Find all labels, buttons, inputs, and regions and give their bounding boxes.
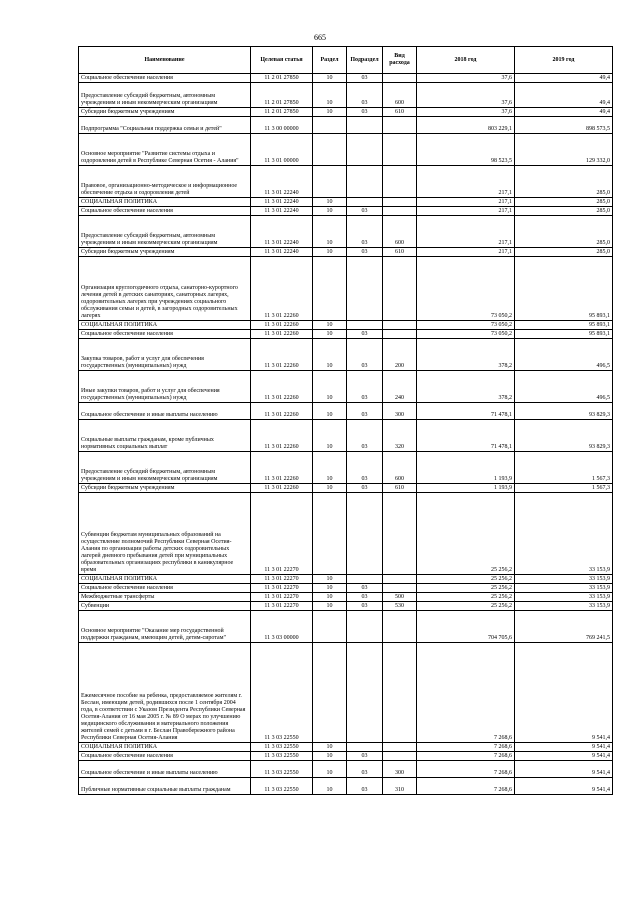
cell-2018: 73 050,2 — [417, 321, 515, 330]
cell-subsection: 03 — [347, 83, 383, 108]
table-row — [79, 584, 613, 593]
cell-section: 10 — [313, 198, 347, 207]
cell-type: 600 — [383, 452, 417, 484]
cell-subsection: 03 — [347, 248, 383, 257]
cell-2019: 33 153,9 — [515, 493, 613, 575]
cell-target: 11 3 01 22240 — [251, 166, 313, 198]
cell-section — [313, 166, 347, 198]
cell-section: 10 — [313, 602, 347, 611]
cell-name: Субсидии бюджетным учреждениям — [79, 248, 251, 257]
header-target: Целевая статья — [251, 47, 313, 74]
cell-subsection — [347, 321, 383, 330]
cell-name: Ежемесячное пособие на ребенка, предоставляемое жителям г. Беслан, имеющим детей, родившихся после 1 сентября 2004 года, в соответствии с Указом Президента Республики Северная Осетия-Алания от 16 мая 2005 г. № 89 О мерах по улучшению медицинского обслуживания и материального положения жителей семей с детьми в г. Беслан Правобережного района Республики Северная Осетия-Алания — [79, 643, 251, 743]
cell-type — [383, 743, 417, 752]
cell-target: 11 3 03 22550 — [251, 743, 313, 752]
cell-target: 11 3 01 22240 — [251, 216, 313, 248]
table-row — [79, 330, 613, 339]
cell-section: 10 — [313, 452, 347, 484]
cell-section — [313, 134, 347, 166]
cell-section: 10 — [313, 420, 347, 452]
cell-target: 11 3 01 22240 — [251, 198, 313, 207]
cell-target: 11 3 01 22270 — [251, 493, 313, 575]
header-type: Вид расхода — [383, 47, 417, 74]
cell-type — [383, 611, 417, 643]
cell-name: СОЦИАЛЬНАЯ ПОЛИТИКА — [79, 743, 251, 752]
cell-target: 11 3 03 22550 — [251, 778, 313, 795]
cell-subsection — [347, 743, 383, 752]
cell-name: Социальные выплаты гражданам, кроме публичных нормативных социальных выплат — [79, 420, 251, 452]
table-row — [79, 593, 613, 602]
cell-subsection — [347, 493, 383, 575]
cell-section: 10 — [313, 74, 347, 83]
cell-section: 10 — [313, 584, 347, 593]
cell-2019: 898 573,5 — [515, 117, 613, 134]
cell-section: 10 — [313, 575, 347, 584]
table-row — [79, 484, 613, 493]
cell-2018: 25 256,2 — [417, 584, 515, 593]
cell-target: 11 3 01 22270 — [251, 602, 313, 611]
table-row — [79, 83, 613, 108]
cell-type — [383, 752, 417, 761]
cell-section: 10 — [313, 108, 347, 117]
cell-section — [313, 117, 347, 134]
cell-name: СОЦИАЛЬНАЯ ПОЛИТИКА — [79, 321, 251, 330]
table-row — [79, 403, 613, 420]
cell-2018: 25 256,2 — [417, 602, 515, 611]
cell-type: 500 — [383, 593, 417, 602]
table-row — [79, 248, 613, 257]
cell-2019: 496,5 — [515, 339, 613, 371]
cell-2018: 73 050,2 — [417, 330, 515, 339]
table-row — [79, 74, 613, 83]
cell-type: 600 — [383, 216, 417, 248]
cell-name: Подпрограмма "Социальная поддержка семьи и детей" — [79, 117, 251, 134]
table-row — [79, 575, 613, 584]
cell-2019: 33 153,9 — [515, 575, 613, 584]
cell-target: 11 2 01 27850 — [251, 108, 313, 117]
table-row — [79, 420, 613, 452]
cell-name: Субсидии бюджетным учреждениям — [79, 108, 251, 117]
cell-section: 10 — [313, 216, 347, 248]
cell-2019: 9 541,4 — [515, 778, 613, 795]
cell-type — [383, 321, 417, 330]
cell-subsection: 03 — [347, 778, 383, 795]
header-2019: 2019 год — [515, 47, 613, 74]
cell-name: Закупка товаров, работ и услуг для обеспечения государственных (муниципальных) нужд — [79, 339, 251, 371]
table-header-row — [79, 47, 613, 74]
cell-name: Социальное обеспечение населения — [79, 207, 251, 216]
cell-2018: 25 256,2 — [417, 575, 515, 584]
cell-section: 10 — [313, 593, 347, 602]
budget-table — [78, 46, 613, 795]
cell-name: Предоставление субсидий бюджетным, автономным учреждениям и иным некоммерческим организациям — [79, 83, 251, 108]
cell-subsection — [347, 198, 383, 207]
cell-subsection: 03 — [347, 330, 383, 339]
cell-target: 11 3 01 22270 — [251, 575, 313, 584]
cell-subsection — [347, 643, 383, 743]
table-row — [79, 339, 613, 371]
cell-name: Межбюджетные трансферты — [79, 593, 251, 602]
cell-target: 11 3 01 22260 — [251, 371, 313, 403]
cell-target: 11 3 01 22240 — [251, 207, 313, 216]
cell-2019: 33 153,9 — [515, 593, 613, 602]
cell-name: СОЦИАЛЬНАЯ ПОЛИТИКА — [79, 575, 251, 584]
cell-subsection: 03 — [347, 484, 383, 493]
cell-target: 11 3 01 22260 — [251, 403, 313, 420]
table-row — [79, 493, 613, 575]
header-name: Наименование — [79, 47, 251, 74]
table-row — [79, 452, 613, 484]
cell-type — [383, 257, 417, 321]
cell-2019: 9 541,4 — [515, 761, 613, 778]
cell-target: 11 3 01 22260 — [251, 339, 313, 371]
cell-2019: 1 567,3 — [515, 452, 613, 484]
cell-type — [383, 584, 417, 593]
cell-subsection — [347, 611, 383, 643]
cell-2018: 704 705,6 — [417, 611, 515, 643]
cell-2018: 37,6 — [417, 108, 515, 117]
cell-2019: 49,4 — [515, 108, 613, 117]
cell-2019: 95 893,1 — [515, 321, 613, 330]
table-row — [79, 321, 613, 330]
table-row — [79, 117, 613, 134]
cell-type — [383, 198, 417, 207]
cell-subsection: 03 — [347, 761, 383, 778]
table-row — [79, 216, 613, 248]
header-subsection: Подраздел — [347, 47, 383, 74]
cell-target: 11 3 01 22270 — [251, 593, 313, 602]
cell-2018: 37,6 — [417, 83, 515, 108]
cell-type: 310 — [383, 778, 417, 795]
cell-type: 300 — [383, 761, 417, 778]
cell-2018: 217,1 — [417, 248, 515, 257]
cell-section: 10 — [313, 321, 347, 330]
cell-type: 200 — [383, 339, 417, 371]
cell-2018: 803 229,1 — [417, 117, 515, 134]
cell-section: 10 — [313, 403, 347, 420]
cell-2018: 7 268,6 — [417, 752, 515, 761]
cell-type — [383, 117, 417, 134]
cell-2018: 378,2 — [417, 371, 515, 403]
cell-name: Предоставление субсидий бюджетным, автономным учреждениям и иным некоммерческим организациям — [79, 452, 251, 484]
cell-2018: 7 268,6 — [417, 743, 515, 752]
cell-name: Основное мероприятие "Оказание мер государственной поддержки гражданам, имеющим детей, детям-сиротам" — [79, 611, 251, 643]
cell-2019: 9 541,4 — [515, 752, 613, 761]
cell-2019: 33 153,9 — [515, 584, 613, 593]
cell-2018: 378,2 — [417, 339, 515, 371]
cell-name: СОЦИАЛЬНАЯ ПОЛИТИКА — [79, 198, 251, 207]
cell-name: Субвенции — [79, 602, 251, 611]
cell-target: 11 3 01 00000 — [251, 134, 313, 166]
cell-type — [383, 166, 417, 198]
cell-2018: 217,1 — [417, 198, 515, 207]
cell-type: 300 — [383, 403, 417, 420]
cell-2019: 769 241,5 — [515, 611, 613, 643]
cell-2019: 93 829,3 — [515, 403, 613, 420]
table-row — [79, 134, 613, 166]
cell-section: 10 — [313, 752, 347, 761]
cell-subsection: 03 — [347, 108, 383, 117]
cell-section: 10 — [313, 484, 347, 493]
cell-name: Иные закупки товаров, работ и услуг для обеспечения государственных (муниципальных) нужд — [79, 371, 251, 403]
header-section: Раздел — [313, 47, 347, 74]
cell-target: 11 3 03 00000 — [251, 611, 313, 643]
cell-target: 11 3 01 22260 — [251, 330, 313, 339]
cell-target: 11 3 01 22260 — [251, 420, 313, 452]
cell-2019: 496,5 — [515, 371, 613, 403]
cell-type: 320 — [383, 420, 417, 452]
cell-name: Правовое, организационно-методическое и информационное обеспечение отдыха и оздоровления детей — [79, 166, 251, 198]
cell-type — [383, 207, 417, 216]
cell-2019: 285,0 — [515, 166, 613, 198]
cell-type: 610 — [383, 248, 417, 257]
cell-type — [383, 74, 417, 83]
cell-name: Социальное обеспечение и иные выплаты населению — [79, 403, 251, 420]
cell-2018: 73 050,2 — [417, 257, 515, 321]
cell-section: 10 — [313, 778, 347, 795]
cell-2018: 217,1 — [417, 216, 515, 248]
cell-2018: 71 478,1 — [417, 420, 515, 452]
cell-name: Субвенции бюджетам муниципальных образований на осуществление полномочий Республики Северная Осетия-Алания по организации работы детских оздоровительных лагерей дневного пребывания детей при муниципальных образовательных организациях республики в каникулярное время — [79, 493, 251, 575]
cell-2018: 7 268,6 — [417, 761, 515, 778]
cell-subsection: 03 — [347, 752, 383, 761]
cell-2019: 285,0 — [515, 198, 613, 207]
cell-section: 10 — [313, 330, 347, 339]
cell-section: 10 — [313, 743, 347, 752]
cell-name: Социальное обеспечение населения — [79, 752, 251, 761]
cell-subsection: 03 — [347, 420, 383, 452]
cell-section — [313, 643, 347, 743]
table-row — [79, 778, 613, 795]
cell-section — [313, 611, 347, 643]
cell-2018: 98 523,5 — [417, 134, 515, 166]
cell-2019: 49,4 — [515, 74, 613, 83]
table-row — [79, 207, 613, 216]
cell-2019: 285,0 — [515, 248, 613, 257]
cell-name: Субсидии бюджетным учреждениям — [79, 484, 251, 493]
cell-2018: 217,1 — [417, 166, 515, 198]
cell-section: 10 — [313, 761, 347, 778]
cell-subsection: 03 — [347, 74, 383, 83]
table-row — [79, 198, 613, 207]
cell-target: 11 3 03 22550 — [251, 752, 313, 761]
cell-subsection — [347, 134, 383, 166]
cell-name: Социальное обеспечение населения — [79, 330, 251, 339]
cell-subsection — [347, 257, 383, 321]
cell-name: Социальное обеспечение населения — [79, 584, 251, 593]
cell-2018: 217,1 — [417, 207, 515, 216]
cell-type — [383, 575, 417, 584]
cell-target: 11 3 03 22550 — [251, 643, 313, 743]
table-row — [79, 602, 613, 611]
cell-target: 11 3 03 22550 — [251, 761, 313, 778]
table-row — [79, 257, 613, 321]
cell-subsection: 03 — [347, 452, 383, 484]
table-row — [79, 108, 613, 117]
cell-subsection: 03 — [347, 584, 383, 593]
cell-2018: 1 193,9 — [417, 484, 515, 493]
cell-2018: 25 256,2 — [417, 493, 515, 575]
cell-type — [383, 134, 417, 166]
cell-type: 240 — [383, 371, 417, 403]
cell-2019: 9 541,4 — [515, 743, 613, 752]
table-row — [79, 743, 613, 752]
cell-subsection: 03 — [347, 371, 383, 403]
cell-name: Социальное обеспечение и иные выплаты населению — [79, 761, 251, 778]
cell-2019: 95 893,1 — [515, 330, 613, 339]
cell-2018: 7 268,6 — [417, 778, 515, 795]
cell-target: 11 3 01 22240 — [251, 248, 313, 257]
cell-2019: 33 153,9 — [515, 602, 613, 611]
cell-subsection: 03 — [347, 216, 383, 248]
cell-2019: 95 893,1 — [515, 257, 613, 321]
cell-target: 11 3 00 00000 — [251, 117, 313, 134]
cell-subsection — [347, 166, 383, 198]
table-row — [79, 166, 613, 198]
cell-2019: 129 332,0 — [515, 134, 613, 166]
cell-section: 10 — [313, 339, 347, 371]
table-row — [79, 611, 613, 643]
cell-section — [313, 257, 347, 321]
cell-subsection: 03 — [347, 339, 383, 371]
cell-2019: 49,4 — [515, 83, 613, 108]
header-2018: 2018 год — [417, 47, 515, 74]
cell-type — [383, 493, 417, 575]
table-row — [79, 643, 613, 743]
cell-2019: 93 829,3 — [515, 420, 613, 452]
cell-section: 10 — [313, 83, 347, 108]
cell-2019: 285,0 — [515, 207, 613, 216]
table-row — [79, 371, 613, 403]
cell-2018: 25 256,2 — [417, 593, 515, 602]
cell-name: Публичные нормативные социальные выплаты гражданам — [79, 778, 251, 795]
cell-subsection: 03 — [347, 403, 383, 420]
cell-subsection: 03 — [347, 207, 383, 216]
cell-subsection: 03 — [347, 602, 383, 611]
cell-target: 11 3 01 22260 — [251, 257, 313, 321]
table-row — [79, 761, 613, 778]
cell-target: 11 2 01 27850 — [251, 83, 313, 108]
cell-2018: 1 193,9 — [417, 452, 515, 484]
cell-name: Организация круглогодичного отдыха, санаторно-курортного лечения детей в детских санаториях, санаторных лагерях, оздоровительных лагерях при учреждениях социального обслуживания семьи и детей, в загородных оздоровительных лагерях — [79, 257, 251, 321]
cell-type — [383, 330, 417, 339]
cell-section: 10 — [313, 248, 347, 257]
cell-subsection — [347, 117, 383, 134]
cell-subsection: 03 — [347, 593, 383, 602]
cell-target: 11 3 01 22260 — [251, 484, 313, 493]
cell-name: Основное мероприятие "Развитие системы отдыха и оздоровления детей в Республике Северная Осетия - Алания" — [79, 134, 251, 166]
cell-target: 11 3 01 22260 — [251, 452, 313, 484]
cell-subsection — [347, 575, 383, 584]
cell-2019: 9 541,4 — [515, 643, 613, 743]
cell-type: 610 — [383, 108, 417, 117]
cell-2018: 71 478,1 — [417, 403, 515, 420]
cell-target: 11 3 01 22270 — [251, 584, 313, 593]
cell-name: Социальное обеспечение населения — [79, 74, 251, 83]
cell-2019: 1 567,3 — [515, 484, 613, 493]
cell-type: 530 — [383, 602, 417, 611]
cell-section — [313, 493, 347, 575]
cell-name: Предоставление субсидий бюджетным, автономным учреждениям и иным некоммерческим организациям — [79, 216, 251, 248]
page-number: 665 — [314, 33, 326, 42]
cell-target: 11 2 01 27850 — [251, 74, 313, 83]
cell-section: 10 — [313, 207, 347, 216]
cell-type: 600 — [383, 83, 417, 108]
cell-2019: 285,0 — [515, 216, 613, 248]
cell-target: 11 3 01 22260 — [251, 321, 313, 330]
cell-type — [383, 643, 417, 743]
cell-type: 610 — [383, 484, 417, 493]
cell-2018: 7 268,6 — [417, 643, 515, 743]
cell-section: 10 — [313, 371, 347, 403]
table-row — [79, 752, 613, 761]
cell-2018: 37,6 — [417, 74, 515, 83]
